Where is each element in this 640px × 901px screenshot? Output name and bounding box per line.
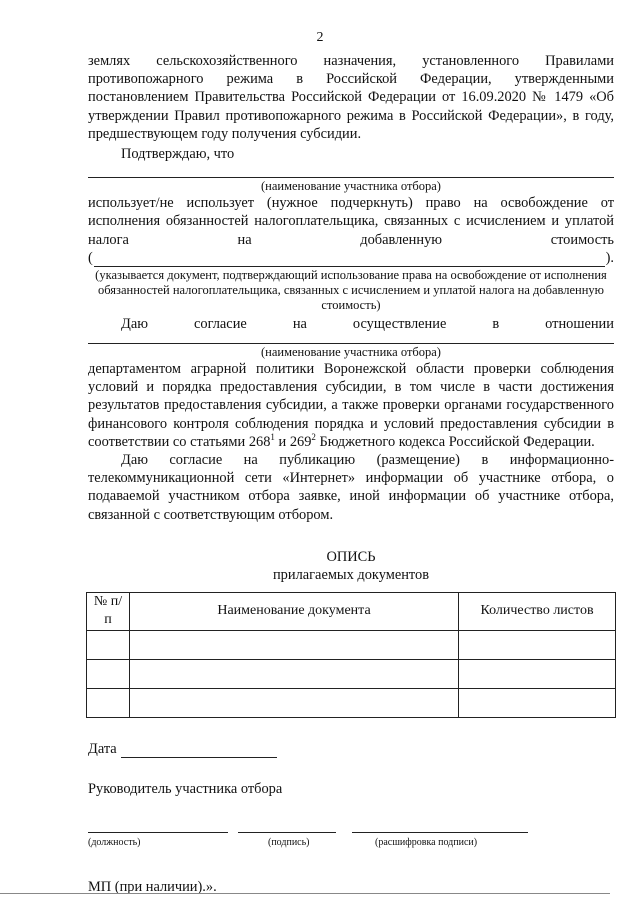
paren-close: ). xyxy=(605,249,614,266)
caption-participant-2: (наименование участника отбора) xyxy=(261,345,441,360)
paren-open: ( xyxy=(88,249,93,266)
table-row xyxy=(87,630,616,659)
consent-word: отношении xyxy=(545,315,614,332)
table-row xyxy=(87,688,616,717)
page-number: 2 xyxy=(316,30,324,45)
position-field[interactable] xyxy=(88,820,228,833)
caption-vat: (указывается документ, подтверждающий использование права на освобождение от исполнения обязанностей налогоплательщика, связанных с исчислением и уплатой налога на добавленную стоимость) xyxy=(95,267,607,312)
consent-paragraph: департаментом аграрной политики Воронежской области проверки соблюдения условий и порядка предоставления субсидии, в том числе в части достижения результатов предоставления субсидии, а также проверки органами государственного финансового контроля соблюдения порядка и условий предоставления субсидии в соответствии со статьями $268^1$ и $269^2$ Бюджетного кодекса Российской Федерации. xyxy=(88,361,614,450)
opis-subtitle: прилагаемых документов xyxy=(272,567,429,584)
head-label: Руководитель участника отбора xyxy=(88,780,283,797)
caption-participant: (наименование участника отбора) xyxy=(261,179,441,194)
header-sheet-count: Количество листов xyxy=(459,593,616,630)
consent-word: Даю xyxy=(121,315,148,332)
bottom-divider xyxy=(0,893,610,894)
vat-document-line xyxy=(88,249,614,267)
signature-row xyxy=(88,820,614,833)
consent-word: на xyxy=(292,315,307,332)
participant-name-line-2 xyxy=(88,335,614,344)
paragraph-fire-regime: землях сельскохозяйственного назначения, установленного Правилами противопожарного режима в Российской Федерации, утвержденными постановлением Правительства Российской Федерации от 16.09.2020 № 1479 «Об утверждении Правил противопожарного режима в Российской Федерации», в году, предшествующем году получения субсидии. xyxy=(88,53,614,142)
date-label: Дата xyxy=(88,740,117,757)
vat-paragraph xyxy=(88,194,614,249)
participant-name-line xyxy=(88,161,614,178)
vat-line-end: стоимость xyxy=(550,231,614,248)
caption-decoding: (расшифровка подписи) xyxy=(375,837,478,849)
consent-word: в xyxy=(492,315,500,332)
signature-field[interactable] xyxy=(238,820,336,833)
stamp-label: МП (при наличии).». xyxy=(88,879,217,896)
superscript: 1 xyxy=(270,432,275,443)
header-document-name: Наименование документа xyxy=(130,593,459,630)
table-row xyxy=(87,659,616,688)
publication-paragraph: Даю согласие на публикацию (размещение) в информационно-телекоммуникационной сети «Интернет» информации об участнике отбора, о подаваемой участником отбора заявке, иной информации об участнике отбора, связанной с соответствующим отбором. xyxy=(88,452,614,523)
consent-line xyxy=(88,315,614,333)
date-field[interactable] xyxy=(121,743,277,758)
superscript: 2 xyxy=(311,432,316,443)
caption-position: (должность) xyxy=(88,837,141,849)
document-body xyxy=(88,52,614,896)
header-number: № п/п xyxy=(87,593,130,630)
date-row xyxy=(88,740,614,758)
signature-captions xyxy=(88,834,614,852)
vat-text: использует/не использует (нужное подчеркнуть) право на освобождение от исполнения обязанностей налогоплательщика, связанных с исчислением и уплатой налога на добавленную xyxy=(88,195,614,248)
table-header-row xyxy=(87,593,616,630)
consent-word: согласие xyxy=(193,315,247,332)
opis-title: ОПИСЬ xyxy=(326,548,376,565)
decoding-field[interactable] xyxy=(352,820,528,833)
caption-signature: (подпись) xyxy=(268,837,310,849)
confirm-label: Подтверждаю, что xyxy=(121,146,235,163)
vat-document-field xyxy=(94,252,605,267)
documents-table xyxy=(86,592,616,717)
consent-word: осуществление xyxy=(352,315,447,332)
